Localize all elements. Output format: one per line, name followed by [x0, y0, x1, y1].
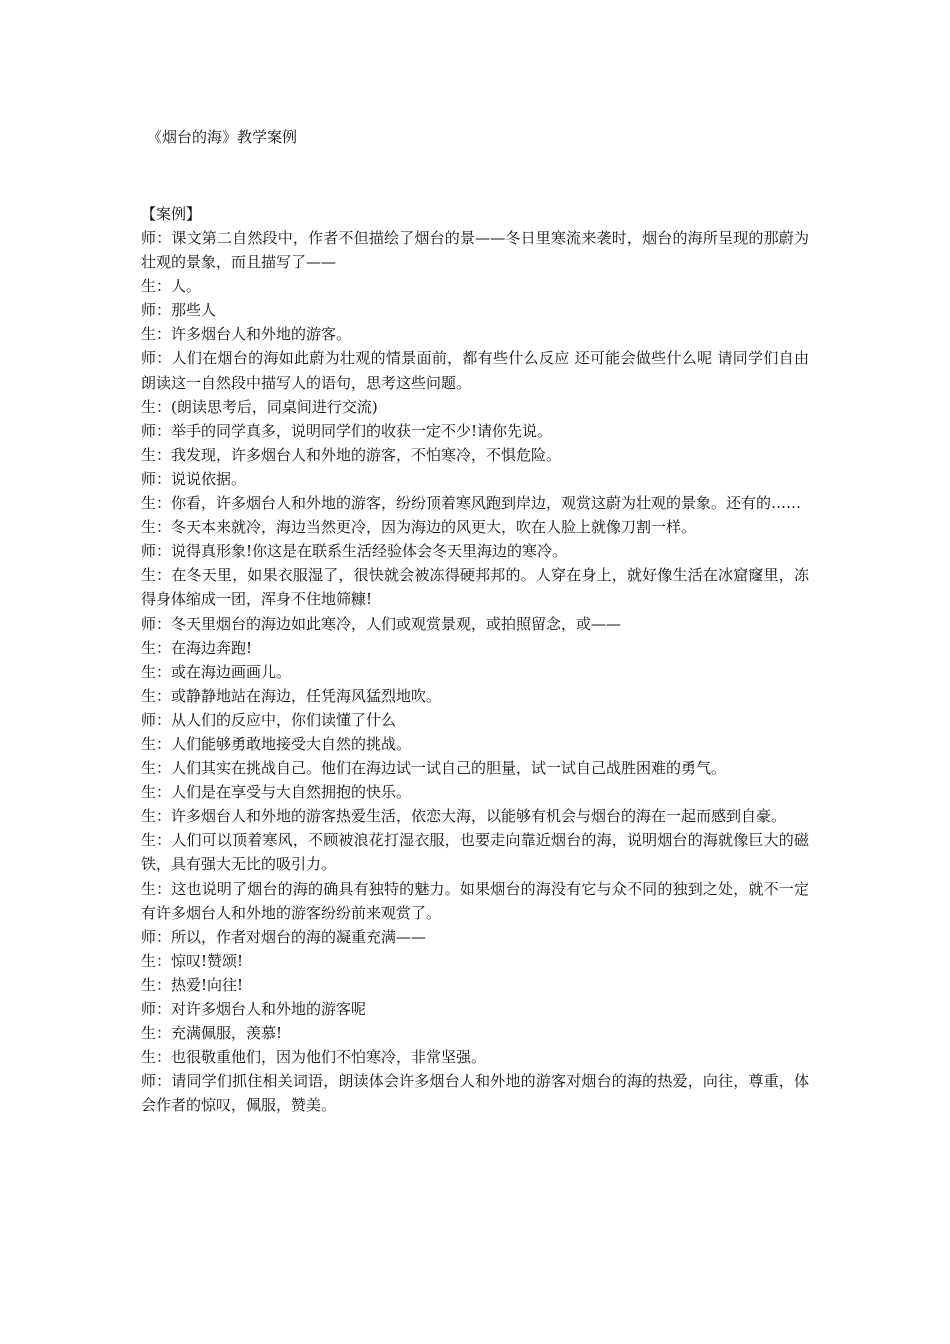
dialogue-line: 师：从人们的反应中，你们读懂了什么 — [141, 710, 397, 729]
dialogue-line: 生：人。 — [141, 277, 202, 296]
dialogue-line: 生：(朗读思考后，同桌间进行交流) — [141, 397, 378, 416]
dialogue-line: 生：人们能够勇敢地接受大自然的挑战。 — [141, 734, 412, 753]
dialogue-line: 生：惊叹!赞颂! — [141, 951, 244, 970]
dialogue-line: 生：我发现，许多烟台人和外地的游客，不怕寒冷，不惧危险。 — [141, 445, 562, 464]
dialogue-line: 生：也很敬重他们，因为他们不怕寒冷，非常坚强。 — [141, 1048, 487, 1067]
dialogue-line: 生：许多烟台人和外地的游客热爱生活，依恋大海，以能够有机会与烟台的海在一起而感到自豪。 — [141, 807, 787, 826]
dialogue-line: 生：这也说明了烟台的海的确具有独特的魅力。如果烟台的海没有它与众不同的独到之处，就不一定有许多烟台人和外地的游客纷纷前来观赏了。 — [141, 879, 809, 922]
dialogue-line: 师：课文第二自然段中，作者不但描绘了烟台的景——冬日里寒流来袭时，烟台的海所呈现的那蔚为壮观的景象，而且描写了—— — [141, 229, 809, 272]
dialogue-line: 生：冬天本来就冷，海边当然更冷，因为海边的风更大，吹在人脸上就像刀割一样。 — [141, 518, 697, 537]
document-body — [141, 202, 809, 1117]
dialogue-line: 生：或在海边画画儿。 — [141, 662, 292, 681]
dialogue-line: 生：或静静地站在海边，任凭海风猛烈地吹。 — [141, 686, 442, 705]
dialogue-line: 师：说得真形象!你这是在联系生活经验体会冬天里海边的寒冷。 — [141, 542, 568, 561]
dialogue-line: 生：人们是在享受与大自然拥抱的快乐。 — [141, 783, 412, 802]
dialogue-line: 师：冬天里烟台的海边如此寒冷，人们或观赏景观，或拍照留念，或—— — [141, 614, 622, 633]
dialogue-line: 生：热爱!向往! — [141, 975, 244, 994]
dialogue-line: 师：所以，作者对烟台的海的凝重充满—— — [141, 927, 427, 946]
dialogue-line: 生：许多烟台人和外地的游客。 — [141, 325, 352, 344]
dialogue-line: 生：你看，许多烟台人和外地的游客，纷纷顶着寒风跑到岸边，观赏这蔚为壮观的景象。还有的…… — [141, 494, 802, 513]
dialogue-list — [141, 226, 809, 1117]
dialogue-line: 生：充满佩服，羡慕! — [141, 1024, 283, 1043]
section-label: 【案例】 — [141, 205, 202, 223]
dialogue-line: 师：人们在烟台的海如此蔚为壮观的情景面前，都有些什么反应 还可能会做些什么呢 请同学们自由朗读这一自然段中描写人的语句，思考这些问题。 — [141, 349, 809, 392]
dialogue-line: 师：举手的同学真多，说明同学们的收获一定不少!请你先说。 — [141, 421, 553, 440]
document-title: 《烟台的海》教学案例 — [147, 128, 298, 146]
dialogue-line: 师：请同学们抓住相关词语，朗读体会许多烟台人和外地的游客对烟台的海的热爱，向往，尊重，体会作者的惊叹，佩服，赞美。 — [141, 1072, 809, 1115]
dialogue-line: 师：说说依据。 — [141, 469, 247, 488]
dialogue-line: 师：对许多烟台人和外地的游客呢 — [141, 1000, 367, 1018]
dialogue-line: 师：那些人 — [141, 301, 217, 320]
dialogue-line: 生：在海边奔跑! — [141, 638, 253, 657]
dialogue-line: 生：人们可以顶着寒风，不顾被浪花打湿衣服，也要走向靠近烟台的海，说明烟台的海就像巨大的磁铁，具有强大无比的吸引力。 — [141, 831, 809, 874]
dialogue-line: 生：在冬天里，如果衣服湿了，很快就会被冻得硬邦邦的。人穿在身上，就好像生活在冰窟窿里，冻得身体缩成一团，浑身不住地筛糠! — [141, 566, 809, 609]
dialogue-line: 生：人们其实在挑战自己。他们在海边试一试自己的胆量，试一试自己战胜困难的勇气。 — [141, 759, 727, 778]
